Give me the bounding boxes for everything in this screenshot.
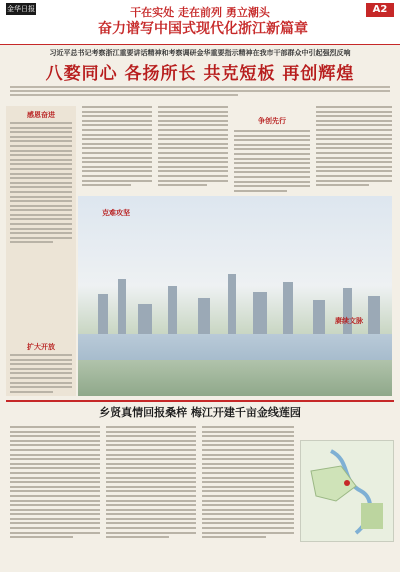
river <box>78 334 392 360</box>
location-marker-icon <box>344 480 350 486</box>
slogan-top: 干在实处 走在前列 勇立潮头 <box>130 6 270 19</box>
text-column <box>106 426 196 566</box>
article-headline: 八婺同心 各扬所长 共克短板 再创辉煌 <box>45 64 355 84</box>
section-divider <box>6 400 394 402</box>
text-column <box>202 426 294 566</box>
summary-paragraph <box>10 84 390 98</box>
page-number-badge: A2 <box>366 3 394 17</box>
newspaper-logo: 金华日报 <box>7 5 35 13</box>
map-graphic <box>301 441 393 541</box>
sidebar-text <box>10 122 72 246</box>
section-title: 赓续文脉 <box>335 317 363 325</box>
bottom-article-headline: 乡贤真情回报桑梓 梅江开建千亩金线莲园 <box>99 406 301 419</box>
section-title: 克难攻坚 <box>102 209 130 217</box>
sidebar-column <box>6 106 76 396</box>
sidebar-text <box>10 354 72 395</box>
article-lead: 习近平总书记考察浙江重要讲话精神和考察调研金华重要指示精神在我市干部群众中引起强烈反响 <box>49 49 351 57</box>
section-title: 扩大开放 <box>27 343 55 351</box>
section-title: 争创先行 <box>258 117 286 125</box>
slogan-main: 奋力谱写中国式现代化浙江新篇章 <box>98 21 308 37</box>
section-title: 感恩奋进 <box>27 111 55 119</box>
location-map <box>300 440 394 542</box>
city-skyline-photo <box>78 196 392 396</box>
masthead <box>0 0 400 45</box>
text-column <box>10 426 100 566</box>
